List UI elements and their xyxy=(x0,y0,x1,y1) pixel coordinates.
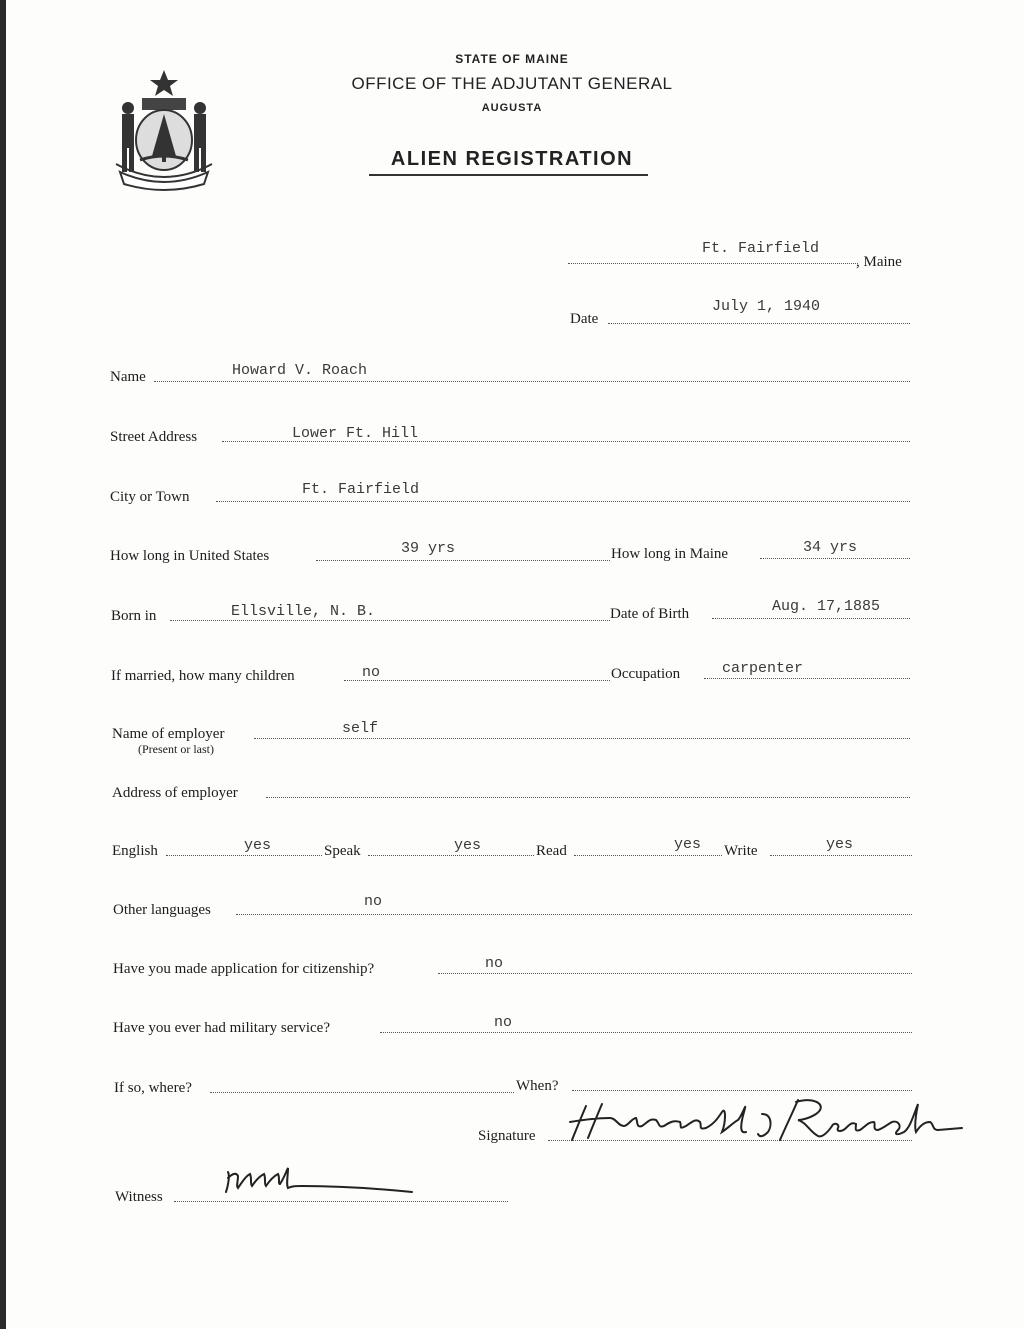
citizenship-line xyxy=(438,973,912,974)
witness-signature-image xyxy=(222,1162,422,1202)
english-line xyxy=(166,855,322,856)
form-title: ALIEN REGISTRATION xyxy=(390,148,634,170)
english-label: English xyxy=(112,843,158,859)
when-line xyxy=(572,1090,912,1091)
street-value: Lower Ft. Hill xyxy=(292,425,419,442)
employer-value: self xyxy=(342,720,379,737)
dob-value: Aug. 17,1885 xyxy=(772,598,881,615)
where-label: If so, where? xyxy=(114,1080,192,1096)
write-value: yes xyxy=(826,836,854,853)
name-label: Name xyxy=(110,369,146,385)
other-languages-value: no xyxy=(364,893,383,910)
employer-line xyxy=(254,738,910,739)
place-line xyxy=(568,263,858,264)
us-duration-line xyxy=(316,560,610,561)
maine-duration-line xyxy=(760,558,910,559)
date-value: July 1, 1940 xyxy=(712,298,821,315)
other-languages-label: Other languages xyxy=(113,902,211,918)
born-value: Ellsville, N. B. xyxy=(231,603,376,620)
witness-label: Witness xyxy=(115,1189,163,1205)
military-line xyxy=(380,1032,912,1033)
when-label: When? xyxy=(516,1078,559,1094)
name-value: Howard V. Roach xyxy=(232,362,368,379)
military-value: no xyxy=(494,1014,513,1031)
employer-address-line xyxy=(266,797,910,798)
date-label: Date xyxy=(570,311,599,327)
state-heading: STATE OF MAINE xyxy=(455,52,569,66)
title-underline xyxy=(369,174,648,176)
employer-label: Name of employer xyxy=(112,726,225,742)
office-heading: OFFICE OF THE ADJUTANT GENERAL xyxy=(351,74,673,93)
place-value: Ft. Fairfield xyxy=(702,240,820,257)
children-line xyxy=(344,680,610,681)
scan-edge xyxy=(0,0,6,1329)
write-label: Write xyxy=(724,843,758,859)
signature-image xyxy=(566,1092,966,1148)
born-label: Born in xyxy=(111,608,157,624)
date-line xyxy=(608,323,910,324)
children-value: no xyxy=(362,664,381,681)
read-label: Read xyxy=(536,843,567,859)
occupation-value: carpenter xyxy=(722,660,804,677)
born-line xyxy=(170,620,610,621)
us-duration-value: 39 yrs xyxy=(401,540,456,557)
citizenship-value: no xyxy=(485,955,504,972)
city-line xyxy=(216,501,910,502)
city-heading: AUGUSTA xyxy=(481,102,543,114)
where-line xyxy=(210,1092,514,1093)
us-duration-label: How long in United States xyxy=(110,548,270,564)
speak-label: Speak xyxy=(324,843,361,859)
maine-duration-label: How long in Maine xyxy=(611,546,729,562)
write-line xyxy=(770,855,912,856)
other-languages-line xyxy=(236,914,912,915)
citizenship-label: Have you made application for citizenship? xyxy=(113,961,375,977)
signature-label: Signature xyxy=(478,1128,536,1144)
military-label: Have you ever had military service? xyxy=(113,1020,330,1036)
place-suffix: , Maine xyxy=(856,254,902,270)
street-label: Street Address xyxy=(110,429,198,445)
read-line xyxy=(574,855,722,856)
speak-value: yes xyxy=(454,837,482,854)
dob-label: Date of Birth xyxy=(610,606,690,622)
employer-sublabel: (Present or last) xyxy=(138,742,214,756)
city-label: City or Town xyxy=(110,489,190,505)
employer-address-label: Address of employer xyxy=(112,785,238,801)
maine-duration-value: 34 yrs xyxy=(803,539,858,556)
occupation-line xyxy=(704,678,910,679)
name-line xyxy=(154,381,910,382)
speak-line xyxy=(368,855,534,856)
occupation-label: Occupation xyxy=(611,666,681,682)
children-label: If married, how many children xyxy=(111,668,295,684)
english-value: yes xyxy=(244,837,272,854)
read-value: yes xyxy=(674,836,702,853)
city-value: Ft. Fairfield xyxy=(302,481,420,498)
dob-line xyxy=(712,618,910,619)
